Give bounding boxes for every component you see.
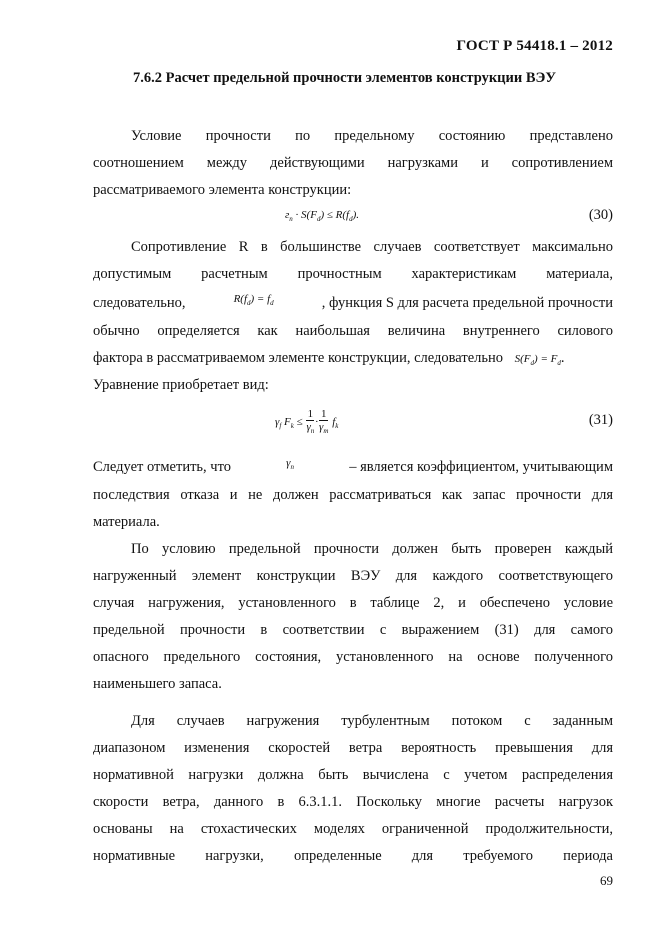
- paragraph-line: опасного предельного состояния, установленного на основе полученного: [93, 649, 613, 665]
- paragraph-line: Уравнение приобретает вид:: [93, 377, 269, 393]
- equation-30: $г_n \cdot S(F_d) \le R(f_d)$.: [285, 209, 359, 223]
- paragraph-line: нормативной нагрузки должна быть вычислена с учетом распределения: [93, 767, 613, 783]
- paragraph-line: обычно определяется как наибольшая величина внутреннего силового: [93, 323, 613, 339]
- paragraph-line: [93, 294, 613, 316]
- section-title: 7.6.2 Расчет предельной прочности элементов конструкции ВЭУ: [133, 70, 557, 86]
- paragraph-line: наименьшего запаса.: [93, 676, 222, 692]
- paragraph-line: скорости ветра, данного в 6.3.1.1. Поскольку многие расчеты нагрузок: [93, 794, 613, 810]
- equation-30-number: (30): [588, 207, 613, 223]
- text-fragment: , функция S для расчета предельной прочности: [321, 295, 613, 311]
- text-fragment: – является коэффициентом, учитывающим: [349, 459, 613, 475]
- paragraph-line: последствия отказа и не должен рассматриваться как запас прочности для: [93, 487, 613, 503]
- text-fragment: Следует отметить, что: [93, 459, 231, 475]
- document-header: ГОСТ Р 54418.1 – 2012: [456, 38, 613, 54]
- paragraph-line: Для случаев нагружения турбулентным потоком с заданным: [131, 713, 613, 729]
- paragraph-line: Сопротивление R в большинстве случаев соответствует максимально: [131, 239, 613, 255]
- inline-formula: $R(f_d) = f_d$: [233, 293, 274, 307]
- paragraph-line: По условию предельной прочности должен быть проверен каждый: [131, 541, 613, 557]
- paragraph-line: соотношением между действующими нагрузками и сопротивлением: [93, 155, 613, 171]
- inline-symbol: $\gamma_n$: [286, 457, 295, 471]
- paragraph-line: [93, 458, 613, 480]
- paragraph-line: допустимым расчетным прочностным характеристикам материала,: [93, 266, 613, 282]
- paragraph-line: рассматриваемого элемента конструкции:: [93, 182, 352, 198]
- paragraph-line: [93, 349, 613, 372]
- paragraph-line: Условие прочности по предельному состоянию представлено: [131, 128, 613, 144]
- paragraph-line: предельной прочности в соответствии с выражением (31) для самого: [93, 622, 613, 638]
- text-fragment: следовательно,: [93, 295, 186, 311]
- paragraph-line: нормативные нагрузки, определенные для требуемого периода: [93, 848, 613, 864]
- paragraph-line: основаны на стохастических моделях ограниченной продолжительности,: [93, 821, 613, 837]
- page-number: 69: [600, 873, 613, 888]
- inline-formula: $S(F_d) = F_d$: [514, 353, 561, 367]
- paragraph-line: диапазоном изменения скоростей ветра вероятность превышения для: [93, 740, 613, 756]
- paragraph-line: материала.: [93, 514, 160, 530]
- paragraph-line: случая нагружения, установленного в таблице 2, и обеспечено условие: [93, 595, 613, 611]
- paragraph-line: нагруженный элемент конструкции ВЭУ для каждого соответствующего: [93, 568, 613, 584]
- text-fragment: .: [560, 350, 565, 366]
- equation-31-number: (31): [588, 412, 613, 428]
- equation-31: $\gamma_f$ $F_k$ ≤ $\frac{1}{\gamma_n}$ · $\frac{1}{\gamma_m}$ $f_k$: [275, 408, 339, 435]
- text-fragment: фактора в рассматриваемом элементе конструкции, следовательно: [93, 350, 504, 366]
